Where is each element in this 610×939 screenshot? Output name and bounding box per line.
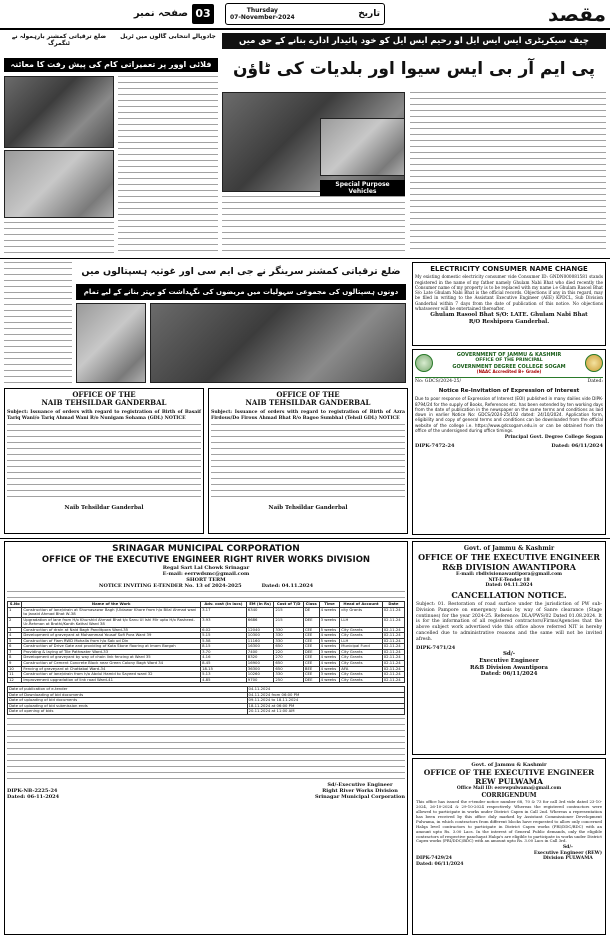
date: 07-November-2024 xyxy=(230,14,295,21)
table-cell: CEE xyxy=(303,661,319,667)
smc-footer xyxy=(7,782,405,800)
table-cell: 02.11.24 xyxy=(382,672,404,678)
table-cell: 650 xyxy=(274,666,303,672)
college-header xyxy=(415,352,603,374)
side-body-text xyxy=(4,262,72,387)
table-cell: 16900 xyxy=(246,661,274,667)
table-cell: DEE xyxy=(303,649,319,655)
college-logo-icon xyxy=(415,354,433,372)
table-cell: CEE xyxy=(303,644,319,650)
college-ref-line xyxy=(415,377,603,385)
col-td: Cost of T/D xyxy=(274,601,303,607)
table-cell: City Grants xyxy=(340,649,383,655)
table-cell: 330 xyxy=(274,627,303,633)
notice-a-subject: Subject: Issuance of orders with regard to registration of Birth of Basaif Tariq Wani/o Tariq Ahmad Wani R/o Nunigam Sohama (GDL) NOTICE xyxy=(7,409,201,421)
table-cell: City Grants xyxy=(340,672,383,678)
page-number-label: صفحہ نمبر xyxy=(133,8,188,19)
college-signature: Principal Govt. Degree College Sogam xyxy=(504,435,603,441)
table-cell: City Grants xyxy=(340,655,383,661)
smc-nit-line xyxy=(7,583,405,589)
table-cell: CEE xyxy=(303,655,319,661)
table-cell: 02.11.24 xyxy=(382,638,404,644)
table-cell: 3.70 xyxy=(201,649,247,655)
table-cell: 270 xyxy=(274,655,303,661)
notice-tehsildar-a xyxy=(4,388,204,534)
page-number-block xyxy=(4,3,214,25)
table-cell: 2 xyxy=(8,617,22,627)
col-class: Class xyxy=(303,601,319,607)
table-cell: 18.15 xyxy=(201,666,247,672)
table-cell: 330 xyxy=(274,638,303,644)
table-cell: 02.11.24 xyxy=(382,607,404,617)
table-cell: LLH xyxy=(340,638,383,644)
smc-dipk: DIPK-NB-2225-24 xyxy=(7,787,58,794)
table-cell: 6.02 xyxy=(201,627,247,633)
smc-signature-1: Sd/-Executive Engineer xyxy=(327,781,393,788)
college-footer xyxy=(415,443,603,449)
notice-a-signature: Naib Tehsildar Ganderbal xyxy=(64,505,144,512)
schedule-cell: 04.11.2024 from 06:00 PM xyxy=(247,692,404,698)
lead-kicker: چیف سیکریٹری ایس ایس ایل او رحیم ایس ایل کو خود پائیدار ادارے بنانے کے حق میں xyxy=(222,33,606,49)
table-cell: 02.11.24 xyxy=(382,655,404,661)
table-cell: 16300 xyxy=(246,644,274,650)
flyover-photo-1 xyxy=(4,76,114,148)
table-cell: 02.11.24 xyxy=(382,644,404,650)
smc-nit: NOTICE INVITING E-TENDER No. 13 of 2024-2025 xyxy=(98,582,242,589)
table-cell: 11160 xyxy=(246,638,274,644)
smc-nit-date: Dated: 04.11.2024 xyxy=(261,582,314,589)
table-cell: CEE xyxy=(303,672,319,678)
notice-a-title1: OFFICE OF THE xyxy=(72,390,136,399)
schedule-cell: Date of uploading of bid submission ends xyxy=(8,703,248,709)
table-cell: 1 xyxy=(8,607,22,617)
table-cell: 5 xyxy=(8,638,22,644)
rnb-sig-date: Dated: 06/11/2024 xyxy=(480,671,538,678)
table-cell: BEE xyxy=(303,666,319,672)
rew-sig-3: Division PULWAMA xyxy=(542,856,593,862)
college-accreditation: (NAAC Accredited B+ Grade) xyxy=(476,368,542,374)
table-cell: DEE xyxy=(303,617,319,627)
table-cell: Providing & laying of Tile Pathwater Ward-33 xyxy=(22,649,201,655)
flyover-kicker: جادوپالے انتخابی گالوں میں ٹریل xyxy=(120,33,216,40)
smc-signature-3: Srinagar Municipal Corporation xyxy=(315,793,405,800)
college-notice xyxy=(412,349,606,535)
schedule-cell: 04.11.2024 xyxy=(247,687,404,693)
smc-footer-left xyxy=(7,788,59,800)
smc-dated: Dated: 06-11-2024 xyxy=(7,793,60,800)
table-cell: 3 weeks xyxy=(319,649,340,655)
notice-tehsildar-b xyxy=(208,388,408,534)
notice-a-body xyxy=(7,424,201,502)
table-cell: 250 xyxy=(274,677,303,683)
table-cell: Construction of lane/drain from h/o Abdul Hamid to Sayeed ward 32 xyxy=(22,672,201,678)
table-cell: 9700 xyxy=(246,677,274,683)
schedule-cell: Date of opening of bids xyxy=(8,709,248,715)
col-head: Head of Account xyxy=(340,601,383,607)
notice-a-title2: NAIB TEHSILDAR GANDERBAL xyxy=(41,398,167,408)
college-notice-title: Notice Re-Invitation of Expression of Interest xyxy=(438,387,580,394)
left-kicker: ضلع ترقیاتی کمشنر بارہمولہ نے ٹنگمرگ xyxy=(11,33,107,48)
rew-sig-1: Sd/- xyxy=(562,845,573,851)
lead-photo-caption: Special Purpose Vehicles xyxy=(320,180,405,196)
table-cell: 4 weeks xyxy=(319,633,340,639)
electricity-notice xyxy=(412,262,606,346)
table-cell: 5.15 xyxy=(201,633,247,639)
rnb-body: Subject: 01. Restoration of road surface under the jurisdiction of PW sub-Division Pampore on emergency basis by way of Sanre clearance (Stage continues) for the year 2024-25. Reference: DLA/PWS/02 Dated 01.08.2024. It is for the information of all registered contractors/Firms/Agencies that the above subject work advertised vide this office above referred NIT is hereby cancelled due to administrative reasons and the same will not be invited afresh. xyxy=(416,602,602,642)
hospital-headline: ضلع ترقیاتی کمشنر سرینگر نے جی ایم سی اور غوثیہ ہسپتالوں میں xyxy=(81,266,401,277)
smc-works-table xyxy=(7,601,405,683)
notice-b-body xyxy=(211,424,405,502)
hospital-subheadline: دونوں ہسپتالوں کی مجموعی سہولیات میں مریضوں کی نگہداشت کو بہتر بنانے کے لیے تمام xyxy=(76,284,406,300)
table-cell: City Grants xyxy=(340,627,383,633)
table-cell: 02.11.24 xyxy=(382,649,404,655)
col-work: Name of the Work xyxy=(22,601,201,607)
left-body-text xyxy=(4,222,114,256)
table-cell: 12 xyxy=(8,677,22,683)
schedule-cell: 20.11.2024 at 11:00 AM xyxy=(247,709,404,715)
rew-office: OFFICE OF THE EXECUTIVE ENGINEER REW PULWAMA xyxy=(423,768,595,786)
table-row xyxy=(8,617,405,627)
table-cell: 3 xyxy=(8,627,22,633)
table-cell: Construction of drain at Naid Bagh Panditpora Ward-35 xyxy=(22,627,201,633)
table-cell: 10300 xyxy=(246,633,274,639)
rnb-sig-2: Executive Engineer xyxy=(479,658,539,665)
college-dipk: DIPK-7472-24 xyxy=(415,442,455,449)
table-cell: DEE xyxy=(303,677,319,683)
smc-address: Regal Sart Lal Chowk Srinagar xyxy=(162,564,250,571)
table-cell: 330 xyxy=(274,672,303,678)
table-cell: CEE xyxy=(303,633,319,639)
page-number: 03 xyxy=(192,4,214,24)
day: Thursday xyxy=(246,6,278,14)
table-cell: 4 weeks xyxy=(319,607,340,617)
rnb-dated: Dated: 04.11.2024 xyxy=(485,583,533,589)
table-cell: 220 xyxy=(274,649,303,655)
lead-photo-screen xyxy=(320,118,405,176)
notice-b-signature: Naib Tehsildar Ganderbal xyxy=(268,505,348,512)
hospital-photo-1 xyxy=(150,303,406,383)
flyover-body-text xyxy=(118,76,218,256)
rew-footer xyxy=(416,845,602,862)
table-cell: 8.45 xyxy=(201,661,247,667)
table-cell: 3 weeks xyxy=(319,617,340,627)
smc-short-term: SHORT TERM xyxy=(186,576,226,583)
notice-b-title2: NAIB TEHSILDAR GANDERBAL xyxy=(245,398,371,408)
mid-rule xyxy=(0,258,610,259)
table-cell: 8.15 xyxy=(201,644,247,650)
schedule-cell: 18.11.2024 at 06:00 PM xyxy=(247,703,404,709)
notice-b-title1: OFFICE OF THE xyxy=(276,390,340,399)
table-cell: City Grants xyxy=(340,677,383,683)
table-cell: 4 weeks xyxy=(319,666,340,672)
notice-b-subject: Subject: Issuance of orders with regard to registration of Birth of Azra Firdous/Do Firous Ahmad Bhat R/o Bagoo Sumbhal (Tehsil GDL) NOTICE xyxy=(211,409,405,421)
rnb-title: CANCELLATION NOTICE. xyxy=(451,589,567,600)
table-cell: 5 weeks xyxy=(319,638,340,644)
schedule-cell: 09.11.2024 to 18.11.2024 xyxy=(247,698,404,704)
college-header-text xyxy=(436,352,582,374)
rnb-sig-3: R&B Division Awantipora xyxy=(470,664,548,671)
table-cell: 6 xyxy=(8,644,22,650)
table-cell: DE xyxy=(303,607,319,617)
table-cell: Development of graveyard at Mohammad Yousaf Sofi Pora Ward 39 xyxy=(22,633,201,639)
table-cell: 4 weeks xyxy=(319,661,340,667)
college-ref-no: No: GDCS/2024-25/ xyxy=(415,379,461,385)
smc-title1: SRINAGAR MUNICIPAL CORPORATION xyxy=(112,544,300,554)
smc-signature xyxy=(315,782,405,800)
table-cell: 4.16 xyxy=(201,655,247,661)
date-values xyxy=(230,7,295,21)
naac-logo-icon xyxy=(585,354,603,372)
table-cell: 9 xyxy=(8,661,22,667)
table-cell: 11 xyxy=(8,672,22,678)
table-cell: AFA xyxy=(340,666,383,672)
table-cell: 5.58 xyxy=(201,638,247,644)
col-time: Time xyxy=(319,601,340,607)
table-cell: 4 weeks xyxy=(319,644,340,650)
table-cell: Fencing of graveyard at Chattabal Ward-34 xyxy=(22,666,201,672)
table-cell: CEE xyxy=(303,638,319,644)
table-cell: 02.11.24 xyxy=(382,677,404,683)
table-cell: 6686 xyxy=(246,617,274,627)
schedule-cell: Date of publication of e-tender xyxy=(8,687,248,693)
table-cell: 4 weeks xyxy=(319,677,340,683)
college-notice-body: Due to poor response of Expression of Interest (EOI) published in many dailies vide DIPK-8794/24 for the supply of Books, References etc. has been extended by ten working days from the date of publication in the newspaper on the same terms and conditions as laid down in earlier Notice No: GDCS/2024-25/102 dated: 24/10/2024. Application form, eligibility and copy of general terms and conditions can be downloaded from the official website of the college i.e. https://www.gdcsogam.edu.in or can be obtained from the office of the undersigned during office timings. xyxy=(415,396,603,433)
table-cell: Construction of Drive Gate and providing of Kota Stone flooring at Imam Bargah xyxy=(22,644,201,650)
lead-body-text xyxy=(410,92,606,252)
table-cell: 10260 xyxy=(246,672,274,678)
table-cell: Construction of Cement Concrete Block near Green Colony Bagh Ward 34 xyxy=(22,661,201,667)
smc-schedule-table xyxy=(7,686,405,715)
col-cost: Adv. cost (In lacs) xyxy=(201,601,247,607)
smc-signature-2: Right River Works Division xyxy=(322,787,398,794)
college-office: OFFICE OF THE PRINCIPAL xyxy=(475,358,543,363)
rew-sig-2: Executive Engineer (REW) xyxy=(533,850,602,856)
flyover-photo-2 xyxy=(4,150,114,218)
table-cell: 3.93 xyxy=(201,617,247,627)
table-cell: city Grants xyxy=(340,607,383,617)
hospital-photo-2 xyxy=(76,303,146,383)
electricity-body: My existing domestic electricity consumer vide Consumer ID: GNDN000081581 stands registered in the name of my father namely Ghulam Nabi Bhat who died recently the Consumer name of my property is to be replaced with my name i.e Ghulam Rasool Bhat S/o Late Ghulam Nabi Bhat is the official records. Objections if any in this regard, may be filed in writing to the Assistant Executive Engineer (AEE) KPDCL, Sub Division Ganderbal within 7 days from the date of publication of this notice. No objections whatsoever will be entertained thereafter. xyxy=(415,274,603,311)
electricity-signature-1: Ghulam Rasool Bhat S/O: LATE. Ghulam Nabi Bhat xyxy=(430,312,588,319)
table-cell: 10 xyxy=(8,666,22,672)
rnb-office: OFFICE OF THE EXECUTIVE ENGINEER R&B DIVISION AWANTIPORA xyxy=(418,552,600,573)
rnb-cancellation-notice xyxy=(412,541,606,755)
table-cell: 4 weeks xyxy=(319,655,340,661)
table-cell: 3.17 xyxy=(201,607,247,617)
table-row xyxy=(8,607,405,617)
col-em: EM (In Rs) xyxy=(246,601,274,607)
flyover-headline: فلائی اوور پر تعمیراتی کام کی پیش رفت کا معائنہ xyxy=(4,58,218,72)
table-cell: 8320 xyxy=(246,655,274,661)
table-cell: 4 xyxy=(8,633,22,639)
smc-intro-text xyxy=(7,591,405,599)
header-rule xyxy=(0,28,610,30)
table-cell: 330 xyxy=(274,633,303,639)
schedule-row xyxy=(8,709,405,715)
rnb-dipk: DIPK-7471/24 xyxy=(416,645,456,652)
table-cell: CEE xyxy=(303,627,319,633)
rew-body: This office has issued the e-tender notice number 68, 70 & 73 for call 3rd vide dated 23-10-2024, 26-10-2024 & 29-10-2024 respectively. Whereas the registered contractors were allowed to participate in works under District Capex in Call 2nd. Whereas a representation has been received by this office duly marked by Assistant Commissioner Development Pulwama, in which contractors from different blocks have requested to allow only concerned Halqa level contractors to participate in District Capex works (PRI/DDC/BDC) with an amount upto Rs. 3.00 Lacs. In the interest of General Public demands, only the eligible contractors of respective panchayat Halqa's are eligible to participate in works under District Capex works (PRI/DDC/BDC) with an amount upto Rs. 3.00 Lacs in Call 3rd. xyxy=(416,799,602,844)
table-cell: 5 weeks xyxy=(319,627,340,633)
table-cell: 650 xyxy=(274,661,303,667)
college-name: GOVERNMENT DEGREE COLLEGE SOGAM xyxy=(452,363,566,370)
electricity-title: ELECTRICITY CONSUMER NAME CHANGE xyxy=(430,265,588,273)
rew-date: Dated: 06/11/2024 xyxy=(416,861,464,867)
smc-email: E-mail: eerrwdsmc@gmail.com xyxy=(162,570,250,577)
smc-schedule-body xyxy=(8,687,405,715)
lead-headline: پی ایم آر بی ایس سیوا اور بلدیات کی ٹاؤن xyxy=(232,59,596,79)
schedule-cell: Date of uploading of bid documents xyxy=(8,698,248,704)
col-date: Date xyxy=(382,601,404,607)
college-ref-date: Dated: xyxy=(587,379,603,385)
table-cell: Upgradation of lane from H/o Khurshid Ahmad Bhat t/o Sanu Ul Ishi Mir upto H/o Rasheed-Ur-Rehman at Brathi/Kanth Kathal Ward 38 xyxy=(22,617,201,627)
table-cell: 4.85 xyxy=(201,677,247,683)
table-cell: Improvement upgradation of link road Ward-41 xyxy=(22,677,201,683)
smc-terms-text xyxy=(7,718,405,780)
date-label: تاریخ xyxy=(358,8,380,19)
table-cell: 02.11.24 xyxy=(382,617,404,627)
table-cell: 215 xyxy=(274,607,303,617)
rnb-email: E-mail: rbdivisionawantipora@gmail.com xyxy=(455,572,563,578)
lead-body-text-2 xyxy=(222,196,405,252)
rew-email: Office Mail ID: eerewpulwama@gmail.com xyxy=(456,786,562,791)
smc-table-body xyxy=(8,607,405,683)
table-cell: Municipal Fund xyxy=(340,644,383,650)
table-cell: 7400 xyxy=(246,649,274,655)
smc-title2: OFFICE OF THE EXECUTIVE ENGINEER RIGHT RIVER WORKS DIVISION xyxy=(41,554,371,565)
schedule-cell: Date of Downloading of bid documents xyxy=(8,692,248,698)
rnb-nit: NIT-E-Tender 18 xyxy=(488,577,530,583)
table-cell: City Grants xyxy=(340,661,383,667)
table-cell: Development of graveyard by way of chain link fencing at Ward 35 xyxy=(22,655,201,661)
college-date: Dated: 06/11/2024 xyxy=(551,442,603,449)
rew-gov: Govt. of Jammu & Kashmir xyxy=(471,762,547,768)
table-cell: 02.11.24 xyxy=(382,661,404,667)
table-cell: 02.11.24 xyxy=(382,627,404,633)
table-cell: 215 xyxy=(274,617,303,627)
table-cell: 7 xyxy=(8,649,22,655)
rew-dipk: DIPK-7429/24 xyxy=(416,856,453,862)
table-cell: 02.11.24 xyxy=(382,666,404,672)
table-cell: 8 xyxy=(8,655,22,661)
rnb-sig-1: Sd/- xyxy=(502,651,516,658)
table-cell: 650 xyxy=(274,644,303,650)
lower-rule xyxy=(0,538,610,539)
table-cell: City Grants xyxy=(340,633,383,639)
rew-corrigendum-notice xyxy=(412,758,606,935)
rew-signature xyxy=(534,845,602,862)
table-row xyxy=(8,677,405,683)
smc-tender-notice xyxy=(4,541,408,935)
table-cell: 36300 xyxy=(246,666,274,672)
masthead-logo: مقصد xyxy=(548,2,606,26)
date-box xyxy=(225,3,385,25)
rew-title: CORRIGENDUM xyxy=(481,792,537,800)
table-cell: Construction of Fiam RWD Mohalla from h/o Sab ud Din xyxy=(22,638,201,644)
rnb-gov: Govt. of Jammu & Kashmir xyxy=(463,545,555,552)
table-cell: 3 weeks xyxy=(319,672,340,678)
table-cell: 6340 xyxy=(246,607,274,617)
table-cell: Construction of lane/drain at Shumasawar Bagh (Uldawar Khore from h/o Bilal Ahmad wani to Javaid Ahmad Bhat W-38 xyxy=(22,607,201,617)
table-cell: LLH xyxy=(340,617,383,627)
table-cell: 02.11.24 xyxy=(382,633,404,639)
rnb-signature xyxy=(416,651,602,677)
electricity-signature-2: R/O Reshipora Ganderbal. xyxy=(468,318,550,325)
table-cell: 12040 xyxy=(246,627,274,633)
table-cell: 5.13 xyxy=(201,672,247,678)
col-sno: S.No xyxy=(8,601,22,607)
college-gov: GOVERNMENT OF JAMMU & KASHMIR xyxy=(456,352,562,358)
